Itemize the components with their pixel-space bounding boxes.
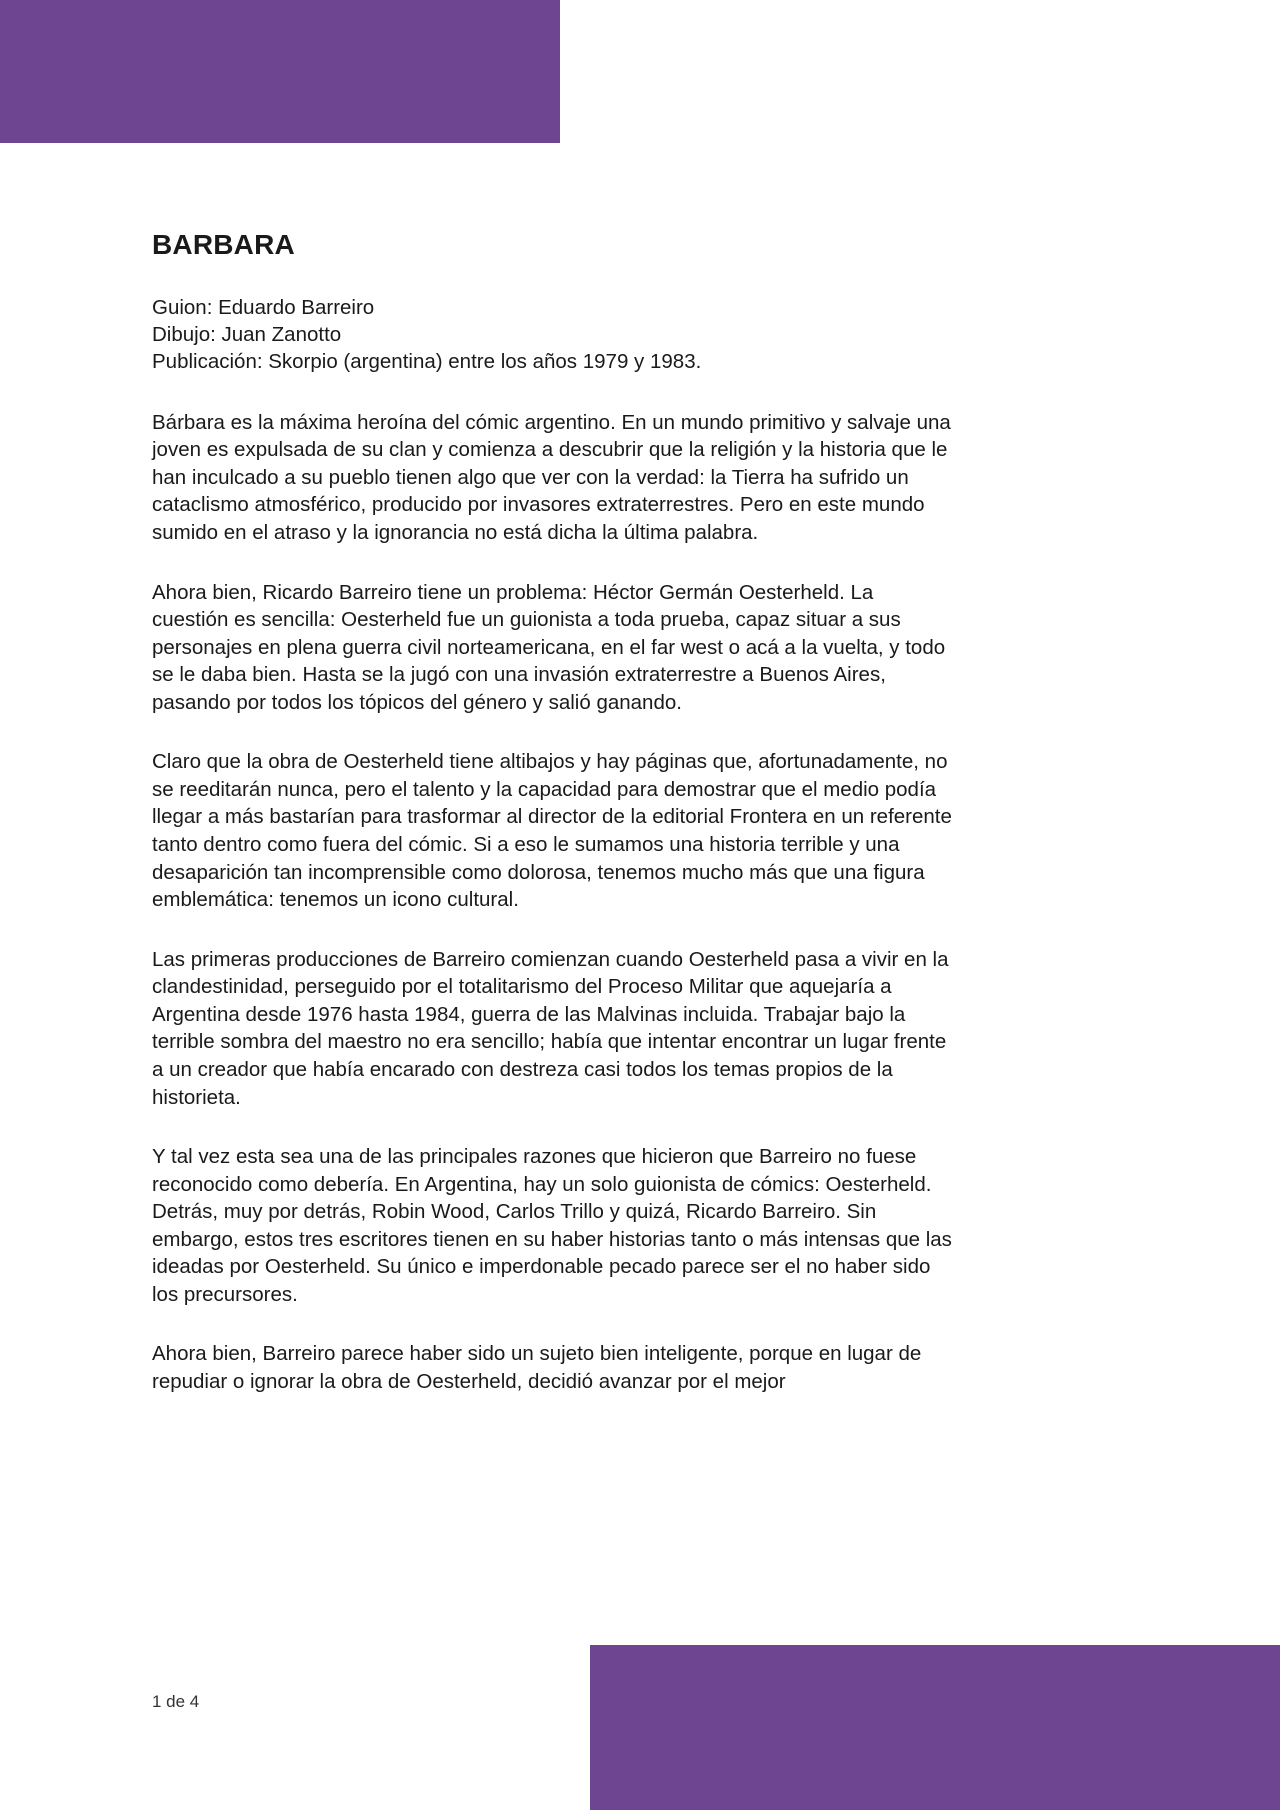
page-title: BARBARA <box>152 229 295 260</box>
body-paragraph: Claro que la obra de Oesterheld tiene altibajos y hay páginas que, afortunadamente, no se reeditarán nunca, pero el talento y la capacidad para demostrar que el medio podía llegar a más bastarían para trasformar al director de la editorial Frontera en un referente tanto dentro como fuera del cómic. Si a eso le sumamos una historia terrible y una desaparición tan incomprensible como dolorosa, tenemos mucho más que una figura emblemática: tenemos un icono cultural. <box>152 750 952 912</box>
body-paragraph: Ahora bien, Ricardo Barreiro tiene un problema: Héctor Germán Oesterheld. La cuestión es sencilla: Oesterheld fue un guionista a toda prueba, capaz situar a sus personajes en plena guerra civil norteamericana, en el far west o acá a la vuelta, y todo se le daba bien. Hasta se la jugó con una invasión extraterrestre a Buenos Aires, pasando por todos los tópicos del género y salió ganando. <box>152 580 946 714</box>
document-content <box>152 228 952 1396</box>
body-paragraph: Bárbara es la máxima heroína del cómic argentino. En un mundo primitivo y salvaje una joven es expulsada de su clan y comienza a descubrir que la religión y la historia que le han inculcado a su pueblo tienen algo que ver con la verdad: la Tierra ha sufrido un cataclismo atmosférico, producido por invasores extraterrestres. Pero en este mundo sumido en el atraso y la ignorancia no está dicha la última palabra. <box>152 410 951 544</box>
body-paragraph: Ahora bien, Barreiro parece haber sido un sujeto bien inteligente, porque en lugar de repudiar o ignorar la obra de Oesterheld, decidió avanzar por el mejor <box>152 1342 922 1394</box>
credit-line-publicacion: Publicación: Skorpio (argentina) entre los años 1979 y 1983. <box>152 349 702 373</box>
decorative-block-top-left <box>0 0 560 143</box>
decorative-block-bottom-right <box>590 1645 1280 1810</box>
credit-line-dibujo: Dibujo: Juan Zanotto <box>152 322 342 346</box>
credits-block <box>152 294 952 375</box>
page-number-footer: 1 de 4 <box>152 1692 200 1711</box>
credit-line-guion: Guion: Eduardo Barreiro <box>152 295 375 319</box>
body-paragraph: Las primeras producciones de Barreiro comienzan cuando Oesterheld pasa a vivir en la clandestinidad, perseguido por el totalitarismo del Proceso Militar que aquejaría a Argentina desde 1976 hasta 1984, guerra de las Malvinas incluida. Trabajar bajo la terrible sombra del maestro no era sencillo; había que intentar encontrar un lugar frente a un creador que había encarado con destreza casi todos los temas propios de la historieta. <box>152 947 949 1109</box>
body-paragraph: Y tal vez esta sea una de las principales razones que hicieron que Barreiro no fuese reconocido como debería. En Argentina, hay un solo guionista de cómics: Oesterheld. Detrás, muy por detrás, Robin Wood, Carlos Trillo y quizá, Ricardo Barreiro. Sin embargo, estos tres escritores tienen en su haber historias tanto o más intensas que las ideadas por Oesterheld. Su único e imperdonable pecado parece ser el no haber sido los precursores. <box>152 1145 952 1306</box>
